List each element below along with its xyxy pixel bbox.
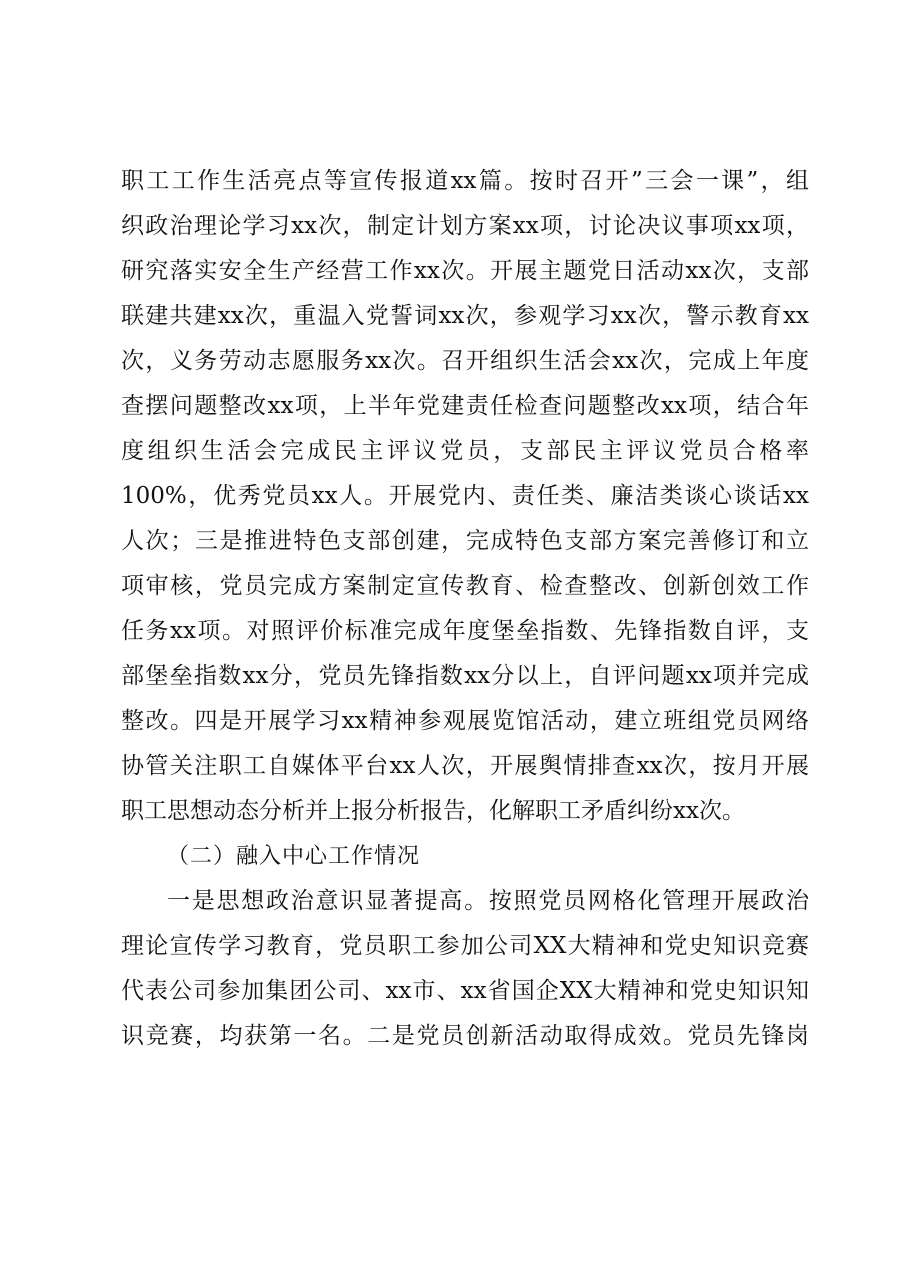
text-line: 人次；三是推进特色支部创建，完成特色支部方案完善修订和立 [121,528,809,554]
text-line: 任务xx项。对照评价标准完成年度堡垒指数、先锋指数自评，支 [121,618,809,644]
text-line: 理论宣传学习教育，党员职工参加公司XX大精神和党史知识竞赛 [121,933,809,959]
text-line: 识竞赛，均获第一名。二是党员创新活动取得成效。党员先锋岗 [121,1023,809,1049]
text-line: 职工思想动态分析并上报分析报告，化解职工矛盾纠纷xx次。 [121,798,745,824]
text-line: 次，义务劳动志愿服务xx次。召开组织生活会xx次，完成上年度 [121,348,809,374]
text-line: 整改。四是开展学习xx精神参观展览馆活动，建立班组党员网络 [121,708,809,734]
text-line: 织政治理论学习xx次，制定计划方案xx项，讨论决议事项xx项， [121,213,809,239]
paragraph-central-work [121,879,809,1059]
text-line: 查摆问题整改xx项，上半年党建责任检查问题整改xx项，结合年 [121,393,809,419]
text-line: 项审核，党员完成方案制定宣传教育、检查整改、创新创效工作 [121,573,809,599]
text-line: 一是思想政治意识显著提高。按照党员网格化管理开展政治 [167,888,809,914]
section-heading: （二）融入中心工作情况 [167,844,421,869]
text-line: 协管关注职工自媒体平台xx人次，开展舆情排查xx次，按月开展 [121,753,809,779]
text-line: 度组织生活会完成民主评议党员，支部民主评议党员合格率 [121,438,809,464]
text-line: 职工工作生活亮点等宣传报道xx篇。按时召开”三会一课”，组 [121,168,809,194]
text-line: 部堡垒指数xx分，党员先锋指数xx分以上，自评问题xx项并完成 [121,663,809,689]
text-line: 100%，优秀党员xx人。开展党内、责任类、廉洁类谈心谈话xx [121,483,809,509]
text-line: 联建共建xx次，重温入党誓词xx次，参观学习xx次，警示教育xx [121,303,809,329]
text-line: 代表公司参加集团公司、xx市、xx省国企XX大精神和党史知识知 [121,978,809,1004]
text-line: 研究落实安全生产经营工作xx次。开展主题党日活动xx次，支部 [121,258,809,284]
document-body [121,159,809,1059]
paragraph-party-activities [121,159,809,834]
